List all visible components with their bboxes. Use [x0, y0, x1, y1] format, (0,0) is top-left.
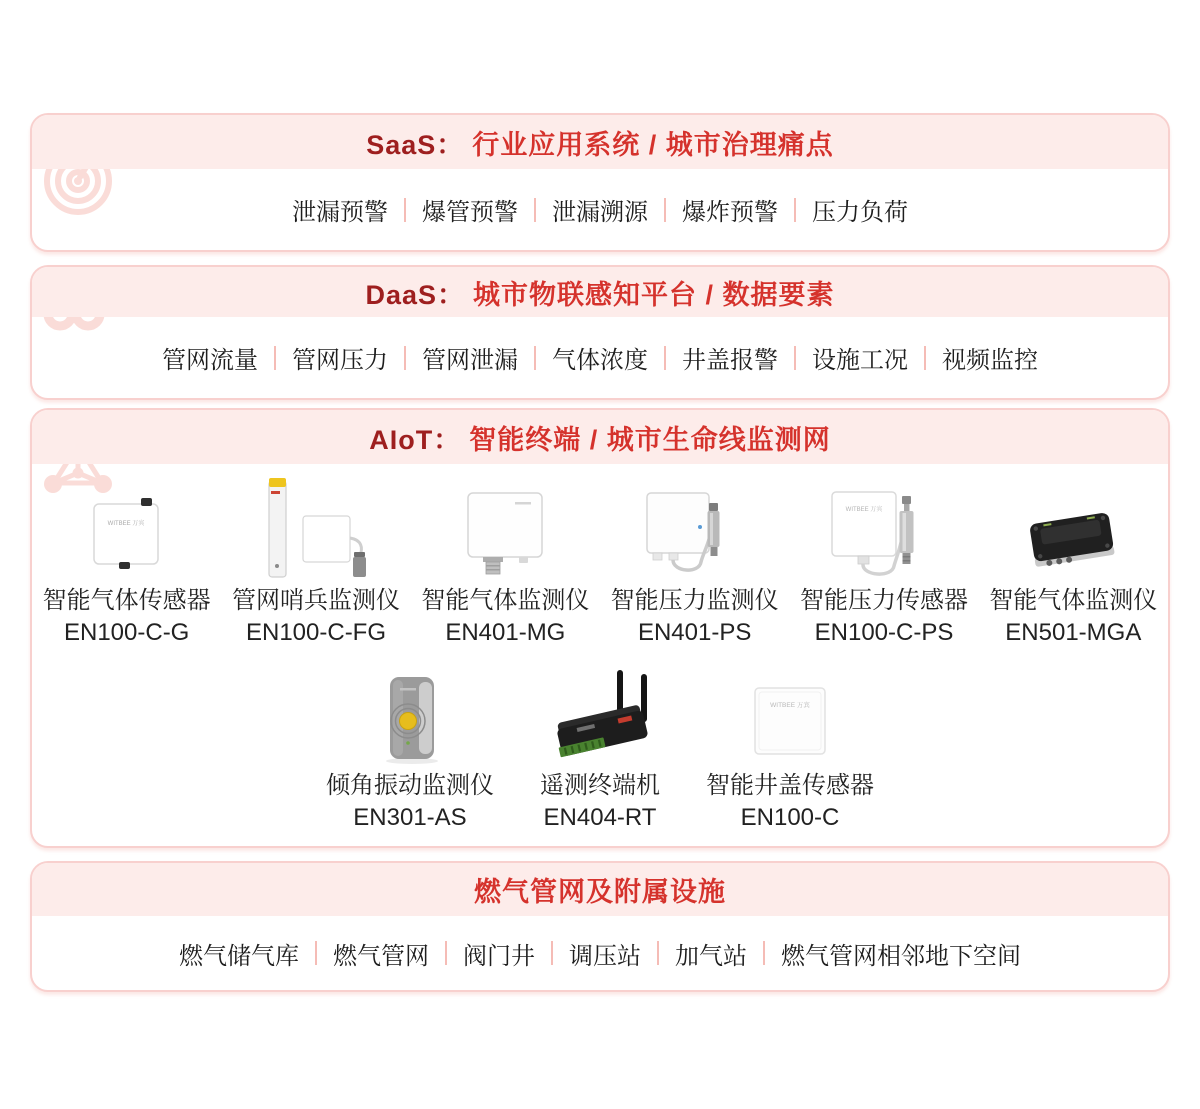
list-item: 视频监控 [942, 347, 1038, 374]
item-divider [534, 346, 536, 370]
saas-title: 行业应用系统 / 城市治理痛点 [472, 129, 834, 160]
svg-text:WITBEE 万宾: WITBEE 万宾 [845, 507, 883, 513]
aiot-device-grid [32, 464, 1168, 846]
saas-header [32, 115, 1168, 169]
daas-title-prefix: DaaS： [365, 279, 466, 310]
device-card-en100-c-fg [221, 476, 410, 648]
list-item: 井盖报警 [682, 347, 778, 374]
item-divider [445, 941, 447, 965]
svg-text:WITBEE 万宾: WITBEE 万宾 [769, 702, 810, 709]
list-item: 压力负荷 [812, 199, 908, 226]
saas-title-prefix: SaaS： [366, 129, 465, 160]
device-model: EN401-PS [637, 619, 752, 646]
device-image-tilt-vibration [360, 670, 460, 765]
device-name: 智能压力监测仪 [610, 587, 779, 614]
list-item: 泄漏溯源 [552, 199, 648, 226]
device-image-telemetry-terminal [535, 670, 665, 765]
infrastructure-title: 燃气管网及附属设施 [474, 877, 726, 907]
aiot-section [30, 408, 1170, 848]
item-divider [924, 346, 926, 370]
list-item: 管网泄漏 [422, 347, 518, 374]
list-item: 加气站 [675, 942, 747, 970]
saas-items-row [32, 169, 1168, 250]
device-model: EN501-MGA [1005, 619, 1142, 646]
device-name: 智能气体监测仪 [421, 587, 590, 614]
list-item: 管网流量 [162, 347, 258, 374]
list-item: 气体浓度 [552, 347, 648, 374]
device-row-2 [32, 670, 1168, 833]
daas-header [32, 267, 1168, 317]
infrastructure-header [32, 863, 1168, 916]
aiot-header [32, 410, 1168, 464]
daas-items-row [32, 317, 1168, 398]
list-item: 爆炸预警 [682, 199, 778, 226]
device-name: 智能井盖传感器 [706, 772, 874, 799]
device-model: EN100-C-FG [245, 619, 387, 646]
svg-text:WITBEE 万宾: WITBEE 万宾 [107, 521, 145, 527]
list-item: 燃气管网相邻地下空间 [781, 942, 1021, 970]
list-item: 燃气储气库 [179, 942, 299, 970]
device-card-en100-c-g [32, 476, 221, 648]
device-card-en401-mg [411, 476, 600, 648]
item-divider [534, 198, 536, 222]
saas-section [30, 113, 1170, 252]
device-model: EN100-C [740, 804, 840, 831]
item-divider [794, 346, 796, 370]
device-image-gas-monitor [453, 476, 558, 580]
item-divider [664, 346, 666, 370]
item-divider [404, 198, 406, 222]
item-divider [274, 346, 276, 370]
device-card-en100-c [695, 670, 885, 833]
device-image-pressure-sensor [824, 476, 944, 580]
list-item: 设施工况 [812, 347, 908, 374]
device-model: EN404-RT [543, 804, 657, 831]
device-image-gas-monitor-rugged [1017, 476, 1129, 580]
aiot-title: 智能终端 / 城市生命线监测网 [469, 424, 831, 455]
device-model: EN100-C-PS [814, 619, 954, 646]
device-image-gas-sensor [79, 476, 174, 580]
list-item: 阀门井 [463, 942, 535, 970]
device-card-en401-ps [600, 476, 789, 648]
item-divider [794, 198, 796, 222]
device-model: EN301-AS [353, 804, 467, 831]
device-card-en501-mga [979, 476, 1168, 648]
device-image-pipeline-sentinel [257, 476, 375, 580]
daas-section [30, 265, 1170, 400]
device-card-en301-as [315, 670, 505, 833]
item-divider [551, 941, 553, 965]
list-item: 燃气管网 [333, 942, 429, 970]
device-name: 遥测终端机 [540, 772, 660, 799]
device-model: EN100-C-G [63, 619, 190, 646]
item-divider [664, 198, 666, 222]
device-name: 倾角振动监测仪 [326, 772, 494, 799]
device-card-en404-rt [505, 670, 695, 833]
item-divider [315, 941, 317, 965]
list-item: 泄漏预警 [292, 199, 388, 226]
list-item: 爆管预警 [422, 199, 518, 226]
list-item: 管网压力 [292, 347, 388, 374]
device-name: 智能气体监测仪 [989, 587, 1158, 614]
list-item: 调压站 [569, 942, 641, 970]
device-name: 智能压力传感器 [799, 587, 968, 614]
device-card-en100-c-ps [789, 476, 978, 648]
item-divider [763, 941, 765, 965]
daas-title: 城市物联感知平台 / 数据要素 [473, 279, 835, 310]
device-row-1 [32, 476, 1168, 648]
item-divider [657, 941, 659, 965]
infrastructure-items-row [32, 916, 1168, 990]
device-model: EN401-MG [445, 619, 566, 646]
device-image-pressure-monitor [637, 476, 752, 580]
infrastructure-section [30, 861, 1170, 992]
device-name: 管网哨兵监测仪 [232, 587, 400, 614]
device-image-manhole-sensor [743, 670, 838, 765]
device-name: 智能气体传感器 [42, 587, 211, 614]
item-divider [404, 346, 406, 370]
aiot-title-prefix: AIoT： [369, 424, 462, 455]
